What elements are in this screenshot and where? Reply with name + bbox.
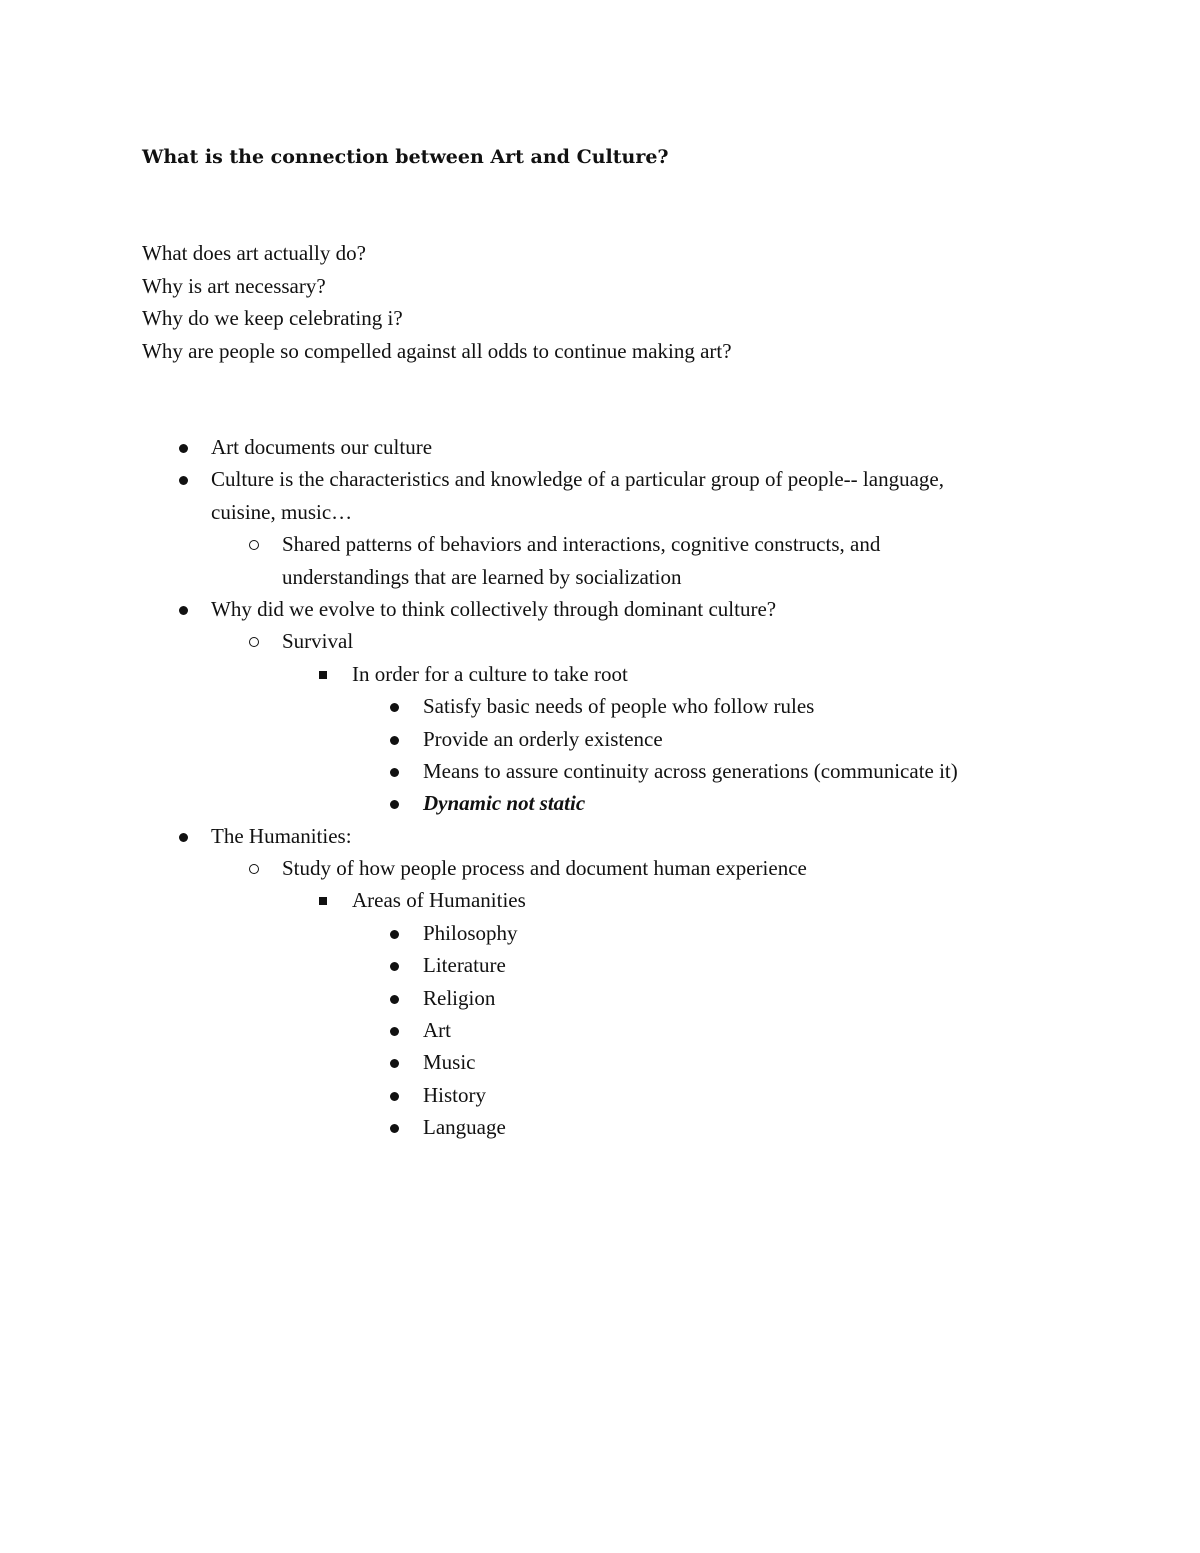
bullet-item — [0, 463, 1200, 495]
bullet-text: Philosophy — [423, 920, 518, 945]
bullet-dot-icon — [390, 1092, 399, 1101]
sub-sub-bullet-item — [0, 884, 1200, 916]
sub-bullet-item — [0, 625, 1200, 657]
humanities-area-item — [0, 1079, 1200, 1111]
humanities-area-item — [0, 982, 1200, 1014]
bullet-dot-icon — [390, 962, 399, 971]
bullet-text-emphasis: Dynamic not static — [423, 791, 586, 816]
bullet-circle-icon — [249, 540, 259, 550]
bullet-dot-icon — [390, 703, 399, 712]
bullet-dot-icon — [390, 1124, 399, 1133]
sub-bullet-item — [0, 528, 1200, 560]
bullet-circle-icon — [249, 637, 259, 647]
bullet-dot-icon — [390, 1059, 399, 1068]
bullet-text: Why did we evolve to think collectively through dominant culture? — [211, 596, 777, 621]
bullet-dot-icon — [390, 768, 399, 777]
humanities-area-item — [0, 1046, 1200, 1078]
bullet-dot-icon — [179, 444, 188, 453]
bullet-dot-icon — [390, 736, 399, 745]
bullet-text: Culture is the characteristics and knowledge of a particular group of people-- language, — [211, 467, 944, 492]
sub-sub-bullet-item — [0, 658, 1200, 690]
document-title: What is the connection between Art and Culture? — [142, 146, 669, 168]
bullet-dot-icon — [179, 606, 188, 615]
bullet-text: Music — [423, 1050, 476, 1075]
bullet-item — [0, 431, 1200, 463]
bullet-item — [0, 820, 1200, 852]
sub-bullet-continuation — [0, 561, 1200, 593]
bullet-text: Provide an orderly existence — [423, 726, 663, 751]
bullet-text: History — [423, 1082, 486, 1107]
bullet-circle-icon — [249, 864, 259, 874]
bullet-square-icon — [319, 671, 327, 679]
level4-bullet-item — [0, 723, 1200, 755]
level4-bullet-item — [0, 755, 1200, 787]
bullet-text: Shared patterns of behaviors and interactions, cognitive constructs, and — [282, 532, 881, 557]
question-item: Why do we keep celebrating i? — [142, 306, 403, 331]
bullet-dot-icon — [390, 995, 399, 1004]
bullet-text: The Humanities: — [211, 823, 352, 848]
bullet-dot-icon — [179, 833, 188, 842]
humanities-area-item — [0, 1111, 1200, 1143]
bullet-text: Literature — [423, 953, 506, 978]
bullet-text: In order for a culture to take root — [352, 661, 628, 686]
question-item: What does art actually do? — [142, 241, 366, 265]
bullet-text: Art documents our culture — [211, 435, 433, 459]
question-item: Why are people so compelled against all odds to continue making art? — [142, 339, 732, 364]
sub-bullet-item — [0, 852, 1200, 884]
question-item: Why is art necessary? — [142, 273, 326, 298]
bullet-text: Means to assure continuity across generations (communicate it) — [423, 758, 958, 783]
bullet-text: Religion — [423, 985, 496, 1010]
bullet-text: Survival — [282, 629, 354, 654]
question-list — [142, 237, 732, 368]
bullet-dot-icon — [390, 800, 399, 809]
bullet-continuation — [0, 496, 1200, 528]
bullet-item — [0, 593, 1200, 625]
level4-bullet-item — [0, 787, 1200, 819]
bullet-text: Study of how people process and document human experience — [282, 856, 807, 881]
bullet-text: Art — [423, 1018, 451, 1043]
bullet-text: Language — [423, 1115, 506, 1140]
humanities-area-item — [0, 917, 1200, 949]
humanities-area-item — [0, 1014, 1200, 1046]
bullet-dot-icon — [390, 1027, 399, 1036]
bullet-square-icon — [319, 897, 327, 905]
bullet-text: Satisfy basic needs of people who follow rules — [423, 694, 815, 719]
bullet-text: understandings that are learned by socialization — [282, 564, 682, 589]
bullet-dot-icon — [390, 930, 399, 939]
humanities-area-item — [0, 949, 1200, 981]
bullet-text: cuisine, music… — [211, 499, 353, 524]
bullet-dot-icon — [179, 476, 188, 485]
bullet-outline — [0, 431, 1200, 1144]
bullet-text: Areas of Humanities — [352, 888, 526, 913]
level4-bullet-item — [0, 690, 1200, 722]
